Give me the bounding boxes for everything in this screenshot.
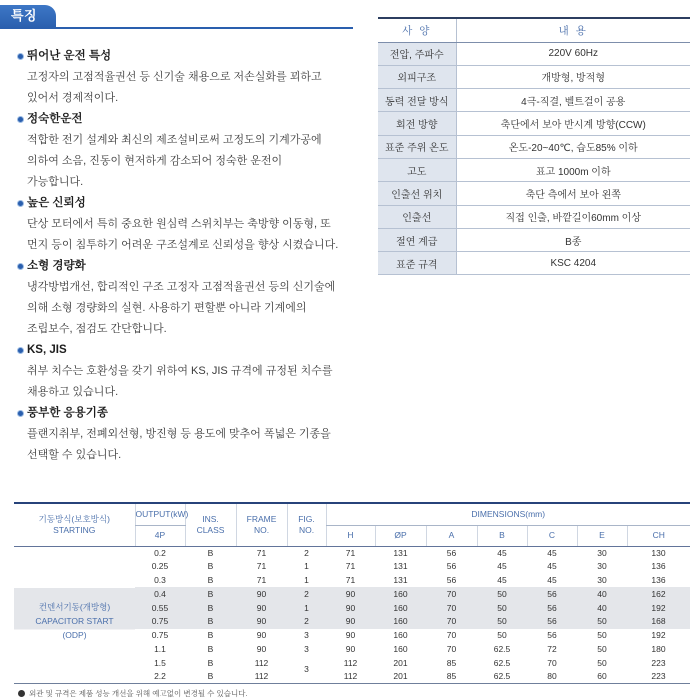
feature-heading-text: 높은 신뢰성 xyxy=(27,197,86,209)
frame-no-cell: 112 xyxy=(254,657,269,668)
spec-label: 고도 xyxy=(378,158,456,181)
fig-no-cell: 2 xyxy=(287,615,326,629)
dimension-value-cell: 56 xyxy=(527,601,577,615)
starting-method-cell xyxy=(14,546,135,684)
dimension-value-cell: 201 xyxy=(393,657,408,668)
dimension-value-cell: 45 xyxy=(497,561,507,572)
starting-header-en: STARTING xyxy=(53,524,96,535)
frame-no-cell: 112 xyxy=(254,671,269,682)
dimension-value-cell: 112 xyxy=(343,657,358,668)
feature-heading xyxy=(27,256,363,277)
dimension-value-cell: 60 xyxy=(597,671,607,682)
dimension-column-header: CH xyxy=(627,525,690,546)
frame-no-header-line: FRAME xyxy=(246,513,277,524)
dimension-value-cell: 131 xyxy=(393,574,408,585)
dimensions-table-body xyxy=(14,546,690,684)
spec-row xyxy=(378,182,690,205)
section-tab: 특징 xyxy=(0,5,56,28)
dimension-value-cell: 112 xyxy=(343,671,358,682)
dimension-value-cell: 50 xyxy=(497,630,507,641)
dimension-value-cell: 70 xyxy=(446,630,457,641)
dimension-value-cell: 45 xyxy=(547,574,557,585)
frame-no-cell: 90 xyxy=(236,615,287,629)
dimension-value-cell: 160 xyxy=(375,615,426,629)
dimension-value-cell: 71 xyxy=(345,561,356,572)
ins-class-cell: B xyxy=(185,601,236,615)
feature-text-line: 조립보수, 점검도 간단합니다. xyxy=(27,323,167,335)
dimensions-group-header: DIMENSIONS(mm) xyxy=(326,503,690,525)
dimension-value-cell: 180 xyxy=(651,643,666,654)
dimension-value-cell: 45 xyxy=(547,561,557,572)
ins-class-cell: B xyxy=(185,587,236,601)
dimension-value-cell: 70 xyxy=(446,643,457,654)
dimension-value-cell: 85 xyxy=(446,657,457,668)
dimension-value-cell: 85 xyxy=(446,671,457,682)
spec-table-body xyxy=(378,42,690,275)
dimension-value-cell: 192 xyxy=(627,601,690,615)
feature-block xyxy=(27,256,363,340)
feature-heading-text: 정숙한운전 xyxy=(27,113,83,125)
feature-text-line: 취부 치수는 호환성을 갖기 위하여 KS, JIS 규격에 규정된 치수를 xyxy=(27,365,333,377)
spec-value: 축단에서 보아 반시계 방향(CCW) xyxy=(456,112,690,135)
dimension-column-header: H xyxy=(326,525,375,546)
spec-value: 축단 측에서 보아 왼쪽 xyxy=(456,182,690,205)
frame-no-header-line: NO. xyxy=(253,524,270,535)
output-kw-cell: 0.4 xyxy=(135,587,185,601)
bullet-icon xyxy=(17,53,24,60)
dimension-column-header: C xyxy=(527,525,577,546)
dimension-value-cell: 131 xyxy=(393,547,408,558)
poles-header: 4P xyxy=(135,525,185,546)
features-list xyxy=(27,46,363,466)
feature-block xyxy=(27,340,363,403)
bullet-icon xyxy=(17,200,24,207)
dimension-value-cell: 62.5 xyxy=(493,643,511,654)
feature-text-line: 단상 모터에서 특히 중요한 원심력 스위치부는 축방향 이동형, 또 xyxy=(27,218,331,230)
feature-heading xyxy=(27,46,363,67)
starting-header xyxy=(14,503,135,546)
starting-header-ko: 기동방식(보호방식) xyxy=(38,513,110,524)
ins-class-cell: B xyxy=(207,574,214,585)
frame-no-cell: 71 xyxy=(256,547,267,558)
output-kw-cell: 0.55 xyxy=(135,601,185,615)
spec-row xyxy=(378,228,690,251)
bullet-icon xyxy=(17,410,24,417)
dimension-value-cell: 30 xyxy=(597,561,607,572)
dimension-value-cell: 40 xyxy=(577,587,627,601)
dimension-value-cell: 70 xyxy=(426,615,477,629)
spec-value: 개방형, 방적형 xyxy=(456,65,690,88)
dimension-value-cell: 50 xyxy=(577,615,627,629)
spec-label: 외피구조 xyxy=(378,65,456,88)
ins-class-cell: B xyxy=(207,657,214,668)
dimension-value-cell: 50 xyxy=(597,630,607,641)
dimension-value-cell: 160 xyxy=(375,601,426,615)
dimension-value-cell: 56 xyxy=(547,630,557,641)
spec-row xyxy=(378,158,690,181)
ins-class-header xyxy=(185,503,236,546)
footnote xyxy=(18,689,248,698)
frame-no-cell: 90 xyxy=(236,601,287,615)
dimension-value-cell: 136 xyxy=(651,561,666,572)
fig-no-header-line: NO. xyxy=(298,524,315,535)
feature-text-line: 의하여 소음, 진동이 현저하게 감소되어 정숙한 운전이 xyxy=(27,155,283,167)
spec-label: 절연 계급 xyxy=(378,228,456,251)
dimension-value-cell: 56 xyxy=(446,561,457,572)
dimension-value-cell: 160 xyxy=(375,587,426,601)
spec-value: 표고 1000m 이하 xyxy=(456,158,690,181)
dimension-value-cell: 56 xyxy=(446,547,457,558)
dimension-value-cell: 45 xyxy=(497,574,507,585)
bullet-icon xyxy=(17,347,24,354)
output-kw-cell: 2.2 xyxy=(154,671,166,682)
ins-class-cell: B xyxy=(207,643,214,654)
spec-row xyxy=(378,112,690,135)
feature-text-line: 의해 소형 경량화의 실현. 사용하기 편할뿐 아니라 기계에의 xyxy=(27,302,307,314)
starting-method-line: CAPACITOR START xyxy=(35,615,114,626)
dimension-value-cell: 168 xyxy=(627,615,690,629)
ins-class-cell: B xyxy=(207,561,214,572)
ins-class-header-line: INS. xyxy=(202,513,219,524)
frame-no-header xyxy=(236,503,287,546)
spec-header-row xyxy=(378,18,690,42)
spec-label: 인출선 위치 xyxy=(378,182,456,205)
starting-method-line: (ODP) xyxy=(62,629,87,640)
spec-label: 동력 전달 방식 xyxy=(378,89,456,112)
dimension-value-cell: 131 xyxy=(393,561,408,572)
ins-class-header-line: CLASS xyxy=(196,524,225,535)
dimension-value-cell: 90 xyxy=(345,643,356,654)
dimension-value-cell: 90 xyxy=(326,601,375,615)
section-divider xyxy=(0,27,353,29)
feature-text-line: 고정자의 고점적율권선 등 신기술 채용으로 저손실화를 꾀하고 xyxy=(27,71,322,83)
output-kw-cell: 1.5 xyxy=(154,657,166,668)
dimension-value-cell: 50 xyxy=(597,643,607,654)
spec-value: KSC 4204 xyxy=(456,252,690,275)
footnote-text: 외관 및 규격은 제품 성능 개선을 위해 예고없이 변경될 수 있습니다. xyxy=(29,689,248,698)
dimension-value-cell: 136 xyxy=(651,574,666,585)
dimension-value-cell: 70 xyxy=(547,657,557,668)
feature-heading xyxy=(27,109,363,130)
output-kw-cell: 0.3 xyxy=(154,574,166,585)
spec-value: B종 xyxy=(456,228,690,251)
feature-heading xyxy=(27,340,363,361)
frame-no-cell: 71 xyxy=(256,561,267,572)
dimension-column-header: ØP xyxy=(375,525,426,546)
output-kw-cell: 0.2 xyxy=(154,547,166,558)
dimension-value-cell: 80 xyxy=(547,671,557,682)
feature-heading-text: KS, JIS xyxy=(27,344,67,356)
feature-heading xyxy=(27,403,363,424)
fig-no-cell: 3 xyxy=(304,630,309,641)
feature-block xyxy=(27,46,363,109)
dimension-value-cell: 56 xyxy=(527,587,577,601)
spec-label: 표준 주위 온도 xyxy=(378,135,456,158)
dimension-row xyxy=(14,546,690,560)
spec-label: 표준 규격 xyxy=(378,252,456,275)
frame-no-cell: 90 xyxy=(256,643,267,654)
spec-row xyxy=(378,65,690,88)
spec-label: 회전 방향 xyxy=(378,112,456,135)
spec-row xyxy=(378,205,690,228)
output-kw-cell: 0.75 xyxy=(151,630,169,641)
dimension-value-cell: 50 xyxy=(477,615,527,629)
dimension-value-cell: 62.5 xyxy=(493,671,511,682)
feature-block xyxy=(27,193,363,256)
fig-no-cell: 2 xyxy=(304,547,309,558)
dimension-value-cell: 70 xyxy=(426,587,477,601)
fig-no-cell: 3 xyxy=(304,643,309,654)
ins-class-cell: B xyxy=(185,615,236,629)
spec-row xyxy=(378,42,690,65)
feature-block xyxy=(27,403,363,466)
feature-heading-text: 뛰어난 운전 특성 xyxy=(27,50,112,62)
dimension-value-cell: 71 xyxy=(345,574,356,585)
dimension-value-cell: 90 xyxy=(345,630,356,641)
spec-value: 4극-직결, 벨트걸이 공용 xyxy=(456,89,690,112)
feature-text-line: 먼지 등이 침투하기 어려운 구조설계로 신뢰성을 향상 시켰습니다. xyxy=(27,239,339,251)
spec-label: 전압, 주파수 xyxy=(378,42,456,65)
dimension-value-cell: 72 xyxy=(547,643,557,654)
spec-value: 직접 인출, 바깥길이60mm 이상 xyxy=(456,205,690,228)
output-kw-cell: 0.75 xyxy=(135,615,185,629)
dimension-value-cell: 223 xyxy=(651,657,666,668)
dimension-value-cell: 90 xyxy=(326,587,375,601)
feature-text-line: 가능합니다. xyxy=(27,176,84,188)
dimensions-table xyxy=(14,502,690,684)
ins-class-cell: B xyxy=(207,547,214,558)
dimension-value-cell: 130 xyxy=(651,547,666,558)
feature-text-line: 채용하고 있습니다. xyxy=(27,386,119,398)
fig-no-cell: 1 xyxy=(304,574,309,585)
bullet-icon xyxy=(17,116,24,123)
output-kw-cell: 1.1 xyxy=(154,643,166,654)
info-bullet-icon xyxy=(18,690,25,697)
dimension-value-cell: 50 xyxy=(477,601,527,615)
fig-no-cell: 1 xyxy=(287,601,326,615)
feature-heading-text: 풍부한 응용기종 xyxy=(27,407,108,419)
feature-heading xyxy=(27,193,363,214)
dimension-value-cell: 50 xyxy=(597,657,607,668)
dimension-value-cell: 71 xyxy=(345,547,356,558)
spec-row xyxy=(378,89,690,112)
output-header: OUTPUT(kW) xyxy=(135,503,185,525)
fig-no-cell: 3 xyxy=(304,664,309,675)
feature-heading-text: 소형 경량화 xyxy=(27,260,86,272)
dimension-value-cell: 45 xyxy=(497,547,507,558)
dimension-value-cell: 160 xyxy=(393,630,408,641)
spec-header-value: 내 용 xyxy=(456,18,690,42)
dimension-value-cell: 40 xyxy=(577,601,627,615)
dimension-value-cell: 56 xyxy=(446,574,457,585)
bullet-icon xyxy=(17,263,24,270)
dimension-value-cell: 62.5 xyxy=(493,657,511,668)
dimension-value-cell: 162 xyxy=(627,587,690,601)
fig-no-header xyxy=(287,503,326,546)
fig-no-cell: 1 xyxy=(304,561,309,572)
fig-no-header-line: FIG. xyxy=(298,513,315,524)
feature-text-line: 선택할 수 있습니다. xyxy=(27,449,122,461)
ins-class-cell: B xyxy=(207,630,214,641)
dimensions-header-row xyxy=(14,503,690,525)
feature-text-line: 있어서 경제적이다. xyxy=(27,92,119,104)
spec-row xyxy=(378,135,690,158)
dimension-value-cell: 70 xyxy=(426,601,477,615)
dimension-value-cell: 192 xyxy=(651,630,666,641)
feature-text-line: 플랜지취부, 전폐외선형, 방진형 등 용도에 맞추어 폭넓은 기종을 xyxy=(27,428,331,440)
spec-label: 인출선 xyxy=(378,205,456,228)
dimension-value-cell: 45 xyxy=(547,547,557,558)
dimension-value-cell: 90 xyxy=(326,615,375,629)
frame-no-cell: 90 xyxy=(236,587,287,601)
feature-text-line: 냉각방법개선, 합리적인 구조 고정자 고점적율권선 등의 신기술에 xyxy=(27,281,336,293)
dimension-value-cell: 50 xyxy=(477,587,527,601)
dimension-column-header: B xyxy=(477,525,527,546)
dimension-value-cell: 30 xyxy=(597,547,607,558)
dimension-column-header: A xyxy=(426,525,477,546)
feature-block xyxy=(27,109,363,193)
frame-no-cell: 71 xyxy=(256,574,267,585)
dimension-value-cell: 56 xyxy=(527,615,577,629)
dimension-value-cell: 160 xyxy=(393,643,408,654)
starting-method-line: 컨덴서기동(개방형) xyxy=(38,601,111,612)
feature-text-line: 적합한 전기 설계와 최신의 제조설비로써 고정도의 기계가공에 xyxy=(27,134,322,146)
spec-row xyxy=(378,252,690,275)
frame-no-cell: 90 xyxy=(256,630,267,641)
spec-table xyxy=(378,17,690,275)
dimension-value-cell: 30 xyxy=(597,574,607,585)
dimension-value-cell: 201 xyxy=(393,671,408,682)
fig-no-cell: 2 xyxy=(287,587,326,601)
output-kw-cell: 0.25 xyxy=(151,561,169,572)
ins-class-cell: B xyxy=(207,671,214,682)
spec-value: 220V 60Hz xyxy=(456,42,690,65)
dimension-column-header: E xyxy=(577,525,627,546)
spec-header-label: 사 양 xyxy=(378,18,456,42)
spec-value: 온도-20~40℃, 습도85% 이하 xyxy=(456,135,690,158)
dimension-value-cell: 223 xyxy=(651,671,666,682)
